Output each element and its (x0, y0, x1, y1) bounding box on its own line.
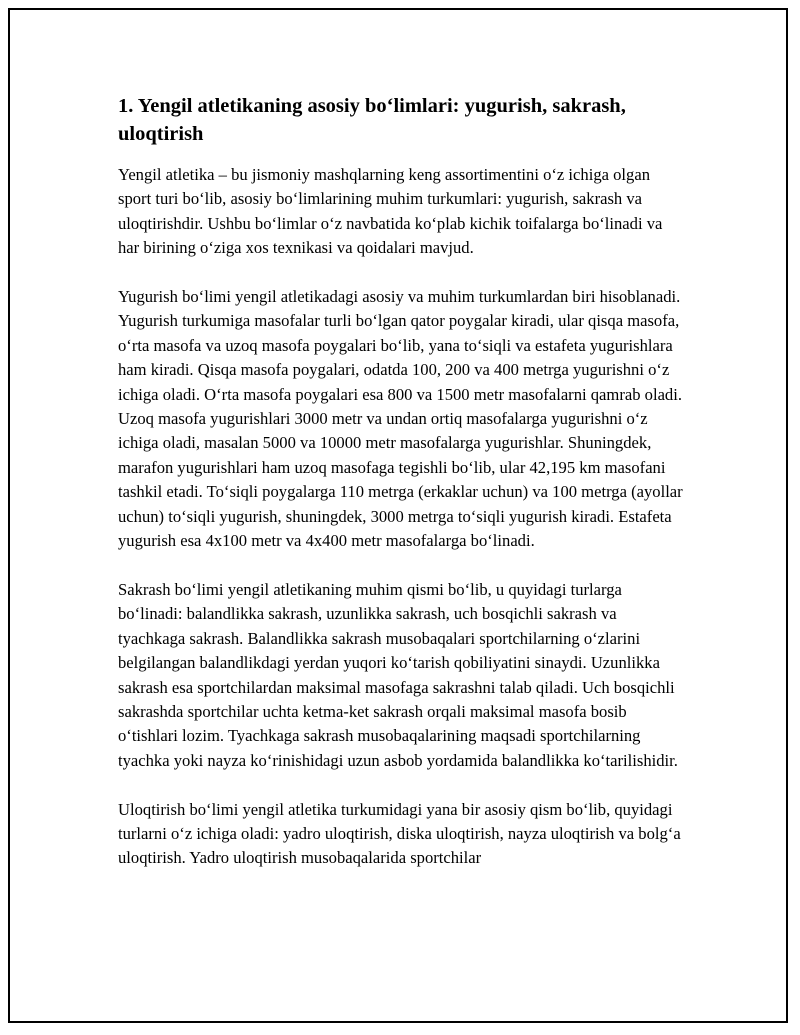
paragraph-intro: Yengil atletika – bu jismoniy mashqlarning keng assortimentini o‘z ichiga olgan sport turi bo‘lib, asosiy bo‘limlarining muhim turkumlari: yugurish, sakrash va uloqtirishdir. Ushbu bo‘limlar o‘z navbatida ko‘plab kichik toifalarga bo‘linadi va har birining o‘ziga xos texnikasi va qoidalari mavjud. (118, 165, 663, 258)
paragraph-running: Yugurish bo‘limi yengil atletikadagi asosiy va muhim turkumlardan biri hisoblanadi. Yugurish turkumiga masofalar turli bo‘lgan qator poygalar kiradi, ular qisqa masofa, o‘rta masofa va uzoq masofa poygalari bo‘lib, yana to‘siqli va estafeta yugurishlara ham kiradi. Qisqa masofa poygalari, odatda 100, 200 va 400 metrga yugurishni o‘z ichiga oladi. O‘rta masofa poygalari esa 800 va 1500 metr masofalarni qamrab oladi. Uzoq masofa yugurishlari 3000 metr va undan ortiq masofalarga yugurishni o‘z ichiga oladi, masalan 5000 va 10000 metr masofalarga yugurishlar. Shuningdek, marafon yugurishlari ham uzoq masofaga tegishli bo‘lib, ular 42,195 km masofani tashkil etadi. To‘siqli poygalarga 110 metrga (erkaklar uchun) va 100 metrga (ayollar uchun) to‘siqli yugurish, shuningdek, 3000 metrga to‘siqli yugurish kiradi. Estafeta yugurish esa 4x100 metr va 4x400 metr masofalarga bo‘linadi. (118, 287, 683, 551)
document-body (118, 92, 684, 895)
paragraph-throwing: Uloqtirish bo‘limi yengil atletika turkumidagi yana bir asosiy qism bo‘lib, quyidagi turlarni o‘z ichiga oladi: yadro uloqtirish, diska uloqtirish, nayza uloqtirish va bolg‘a uloqtirish. Yadro uloqtirish musobaqalarida sportchilar (118, 799, 681, 868)
paragraph-jumping: Sakrash bo‘limi yengil atletikaning muhim qismi bo‘lib, u quyidagi turlarga bo‘linadi: balandlikka sakrash, uzunlikka sakrash, uch bosqichli sakrash va tyachkaga sakrash. Balandlikka sakrash musobaqalari sportchilarning o‘zlarini belgilangan balandlikdagi yerdan yuqori ko‘tarish qobiliyatini sinaydi. Uzunlikka sakrash esa sportchilardan maksimal masofaga sakrashni talab qiladi. Uch bosqichli sakrashda sportchilar uchta ketma-ket sakrash orqali maksimal masofa bosib o‘tishlari lozim. Tyachkaga sakrash musobaqalarining maqsadi sportchilarning tyachka yoki nayza ko‘rinishidagi uzun asbob yordamida balandlikka ko‘tarilishidir. (118, 579, 678, 770)
section-heading: 1. Yengil atletikaning asosiy bo‘limlari: yugurish, sakrash, uloqtirish (118, 95, 626, 145)
